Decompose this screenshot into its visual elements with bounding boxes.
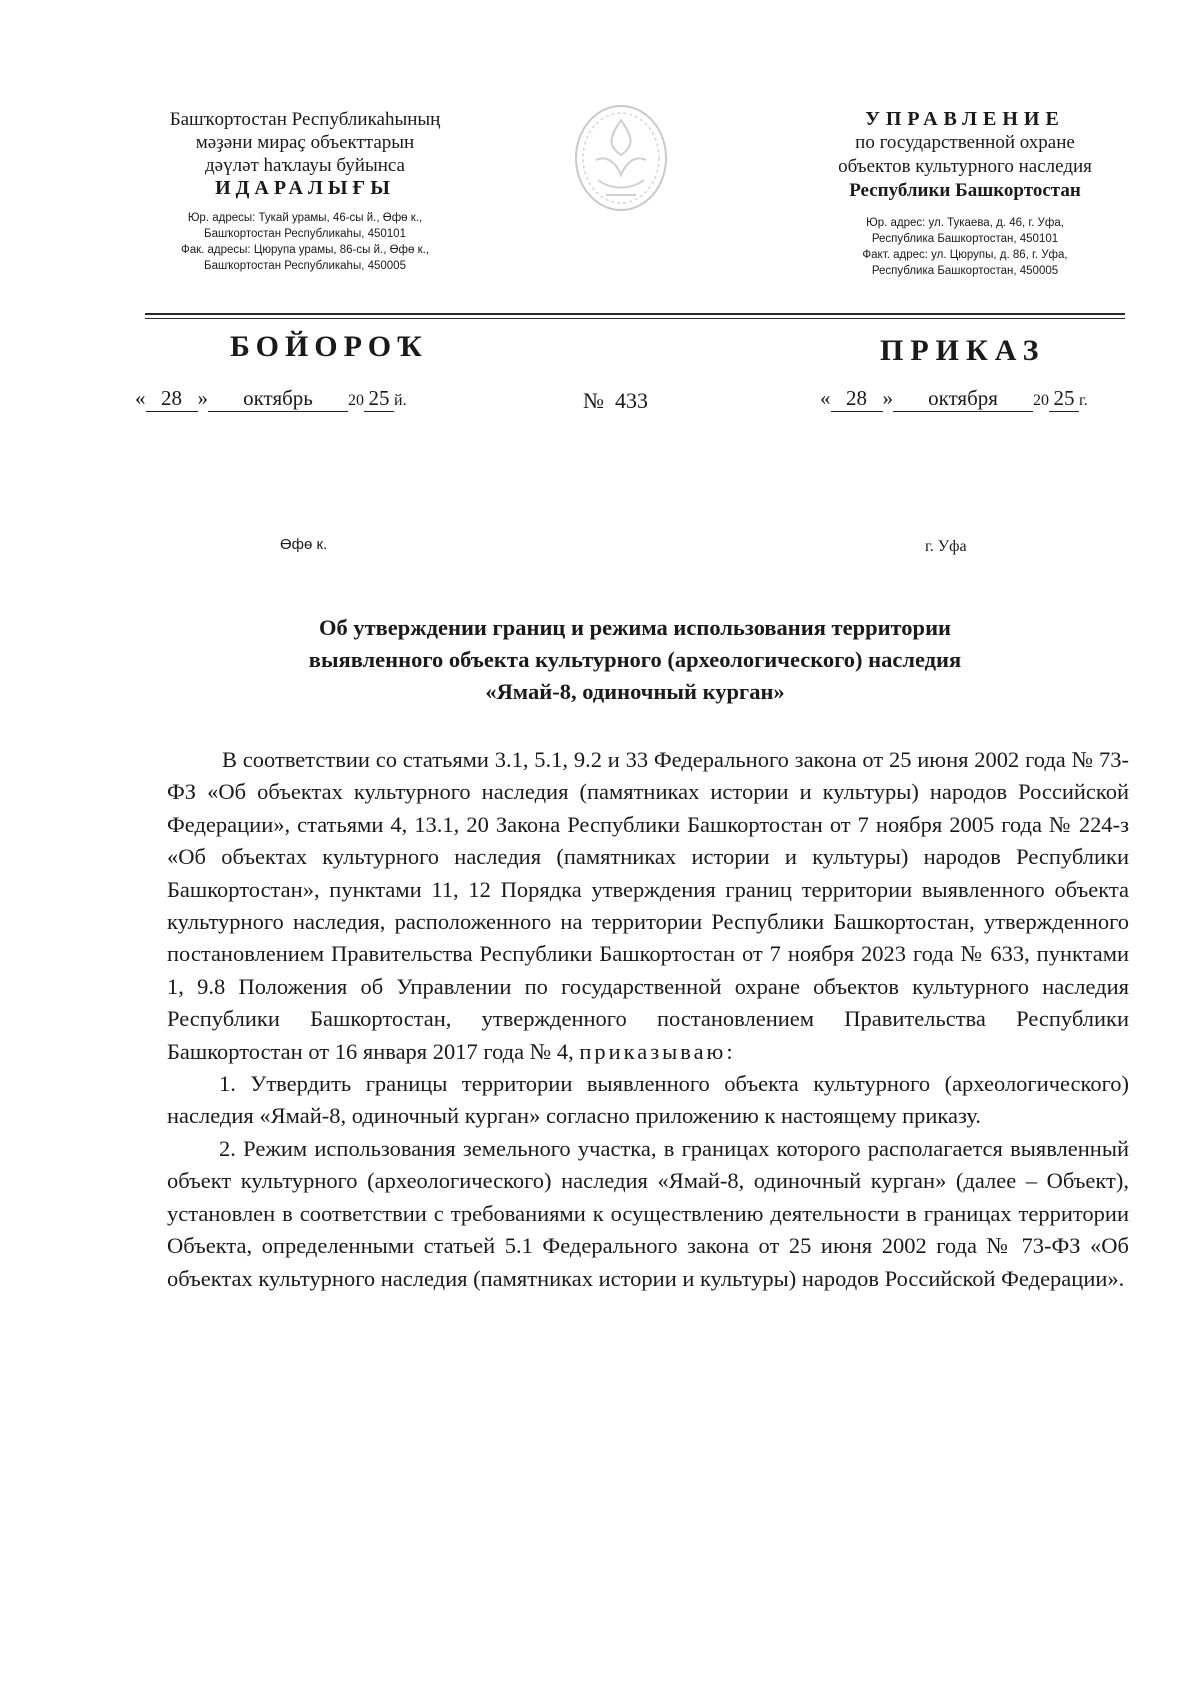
document-body <box>167 744 1129 1295</box>
paragraph-item-1: 1. Утвердить границы территории выявленного объекта культурного (археологического) наследия «Ямай-8, одиночный курган» согласно приложению к настоящему приказу. <box>167 1071 1129 1129</box>
address-ru-line3: Факт. адрес: ул. Цюрупы, д. 86, г. Уфа, <box>862 249 1068 261</box>
paragraph-preamble <box>167 744 1129 1068</box>
date-ru-year-prefix: 20 <box>1033 392 1049 409</box>
document-title <box>170 612 1100 708</box>
date-ru-day: 28 <box>831 386 883 412</box>
org-name-ru-line1: по государственной охране <box>855 132 1075 153</box>
order-word: приказываю: <box>579 1038 736 1064</box>
date-ru-suffix: г. <box>1079 392 1088 409</box>
date-ba-month: октябрь <box>208 386 348 412</box>
address-ba-line2: Башҡортостан Республикаһы, 450101 <box>204 228 406 240</box>
order-number-label: № <box>583 388 604 413</box>
org-name-ba-line1: Башҡортостан Республикаһының <box>169 109 441 130</box>
order-number <box>583 388 648 414</box>
city-ru: г. Уфа <box>925 538 967 555</box>
address-ba-line3: Фак. адресы: Цюрупа урамы, 86-сы й., Өфө к., <box>180 244 430 256</box>
preamble-text: В соответствии со статьями 3.1, 5.1, 9.2 и 33 Федерального закона от 25 июня 2002 года № 73-ФЗ «Об объектах культурного наследия (памятниках истории и культуры) народов Российской Федерации», статьями 4, 13.1, 20 Закона Республики Башкортостан от 7 ноября 2005 года № 224-з «Об объектах культурного наследия (памятниках истории и культуры) народов Республики Башкортостан», пунктами 11, 12 Порядка утверждения границ территории выявленного объекта культурного наследия, расположенного на территории Республики Башкортостан, утвержденного постановлением Правительства Республики Башкортостан от 7 ноября 2023 года № 633, пунктами 1, 9.8 Положения об Управлении по государственной охране объектов культурного наследия Республики Башкортостан, утвержденного постановлением Правительства Республики Башкортостан от 16 января 2017 года № 4, <box>167 747 1129 1064</box>
org-name-ru-line2: объектов культурного наследия <box>838 156 1092 177</box>
date-ru-month: октября <box>893 386 1033 412</box>
address-ba-line1: Юр. адресы: Тукай урамы, 46-сы й., Өфө к., <box>187 212 423 224</box>
org-name-ba-line3: дәүләт һаҡлауы буйынса <box>204 155 405 176</box>
org-name-ba-line2: мәҙәни мираҫ объекттарын <box>195 132 415 153</box>
org-title-ru: УПРАВЛЕНИЕ <box>865 108 1065 130</box>
document-title-line3: «Ямай-8, одиночный курган» <box>485 679 785 704</box>
date-ba-day: 28 <box>146 386 198 412</box>
header-right <box>775 108 1155 279</box>
date-ru <box>820 386 1088 412</box>
address-ba-line4: Башҡортостан Республикаһы, 450005 <box>204 260 406 272</box>
date-ba-close: » <box>197 386 208 410</box>
order-number-value: 433 <box>615 388 648 413</box>
document-title-line2: выявленного объекта культурного (археологического) наследия <box>308 647 962 672</box>
date-ba <box>135 386 407 412</box>
address-ru-line2: Республика Башкортостан, 450101 <box>871 233 1059 245</box>
order-title-ru: ПРИКАЗ <box>880 334 1046 367</box>
address-ru-line4: Республика Башкортостан, 450005 <box>871 265 1059 277</box>
date-ba-year-prefix: 20 <box>348 392 364 409</box>
emblem-icon <box>566 100 676 218</box>
date-ba-suffix: й. <box>394 392 407 409</box>
date-ba-year: 25 <box>364 386 394 412</box>
header-divider-thin <box>145 318 1125 319</box>
date-ru-close: » <box>882 386 893 410</box>
date-ru-year: 25 <box>1049 386 1079 412</box>
address-ru-line1: Юр. адрес: ул. Тукаева, д. 46, г. Уфа, <box>866 217 1064 229</box>
date-ru-open: « <box>820 386 831 410</box>
org-name-ru-line3: Республики Башкортостан <box>849 180 1081 201</box>
header-left <box>110 108 500 274</box>
address-ba <box>110 210 500 274</box>
paragraph-item-2: 2. Режим использования земельного участка, в границах которого располагается выявленный объект культурного (археологического) наследия «Ямай-8, одиночный курган» (далее – Объект), установлен в соответствии с требованиями к осуществлению деятельности в границах территории Объекта, определенными статьей 5.1 Федерального закона от 25 июня 2002 года № 73-ФЗ «Об объектах культурного наследия (памятниках истории и культуры) народов Российской Федерации». <box>167 1135 1129 1291</box>
city-ba: Өфө к. <box>280 536 328 553</box>
document-title-line1: Об утверждении границ и режима использования территории <box>318 615 952 640</box>
date-ba-open: « <box>135 386 146 410</box>
header-divider-thick <box>145 313 1125 315</box>
org-title-ba: ИДАРАЛЫҒЫ <box>215 177 395 199</box>
order-title-ba: БОЙОРОҠ <box>230 330 428 363</box>
address-ru <box>775 215 1155 279</box>
